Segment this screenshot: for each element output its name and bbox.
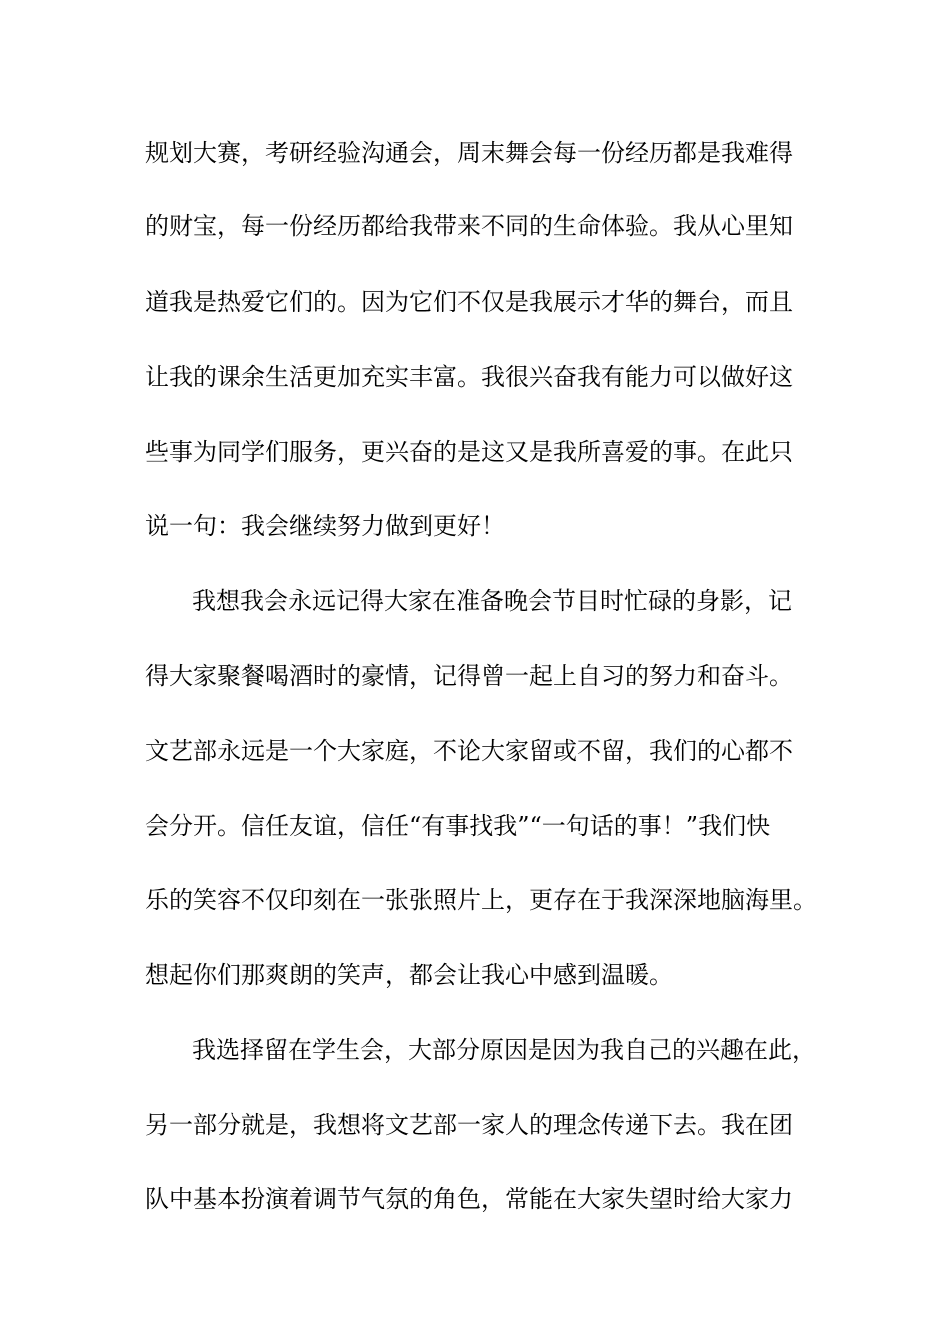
text-line: 会分开。信任友谊，信任“有事找我”“一句话的事！”我们快 xyxy=(145,812,771,840)
text-line: 说一句：我会继续努力做到更好！ xyxy=(145,512,505,540)
text-line: 乐的笑容不仅印刻在一张张照片上，更存在于我深深地脑海里。 xyxy=(145,886,817,914)
text-line: 让我的课余生活更加充实丰富。我很兴奋我有能力可以做好这 xyxy=(145,363,793,391)
text-line: 文艺部永远是一个大家庭，不论大家留或不留，我们的心都不 xyxy=(145,737,793,765)
text-line: 得大家聚餐喝酒时的豪情，记得曾一起上自习的努力和奋斗。 xyxy=(145,662,793,690)
text-line: 我想我会永远记得大家在准备晚会节目时忙碌的身影，记 xyxy=(192,587,792,615)
text-line: 道我是热爱它们的。因为它们不仅是我展示才华的舞台，而且 xyxy=(145,288,793,316)
text-line: 队中基本扮演着调节气氛的角色，常能在大家失望时给大家力 xyxy=(145,1185,793,1213)
text-line: 些事为同学们服务，更兴奋的是这又是我所喜爱的事。在此只 xyxy=(145,438,793,466)
text-line: 的财宝，每一份经历都给我带来不同的生命体验。我从心里知 xyxy=(145,212,793,240)
text-line: 我选择留在学生会，大部分原因是因为我自己的兴趣在此， xyxy=(192,1036,816,1064)
text-line: 规划大赛，考研经验沟通会，周末舞会每一份经历都是我难得 xyxy=(145,139,793,167)
text-line: 想起你们那爽朗的笑声，都会让我心中感到温暖。 xyxy=(145,961,673,989)
text-line: 另一部分就是，我想将文艺部一家人的理念传递下去。我在团 xyxy=(145,1111,793,1139)
